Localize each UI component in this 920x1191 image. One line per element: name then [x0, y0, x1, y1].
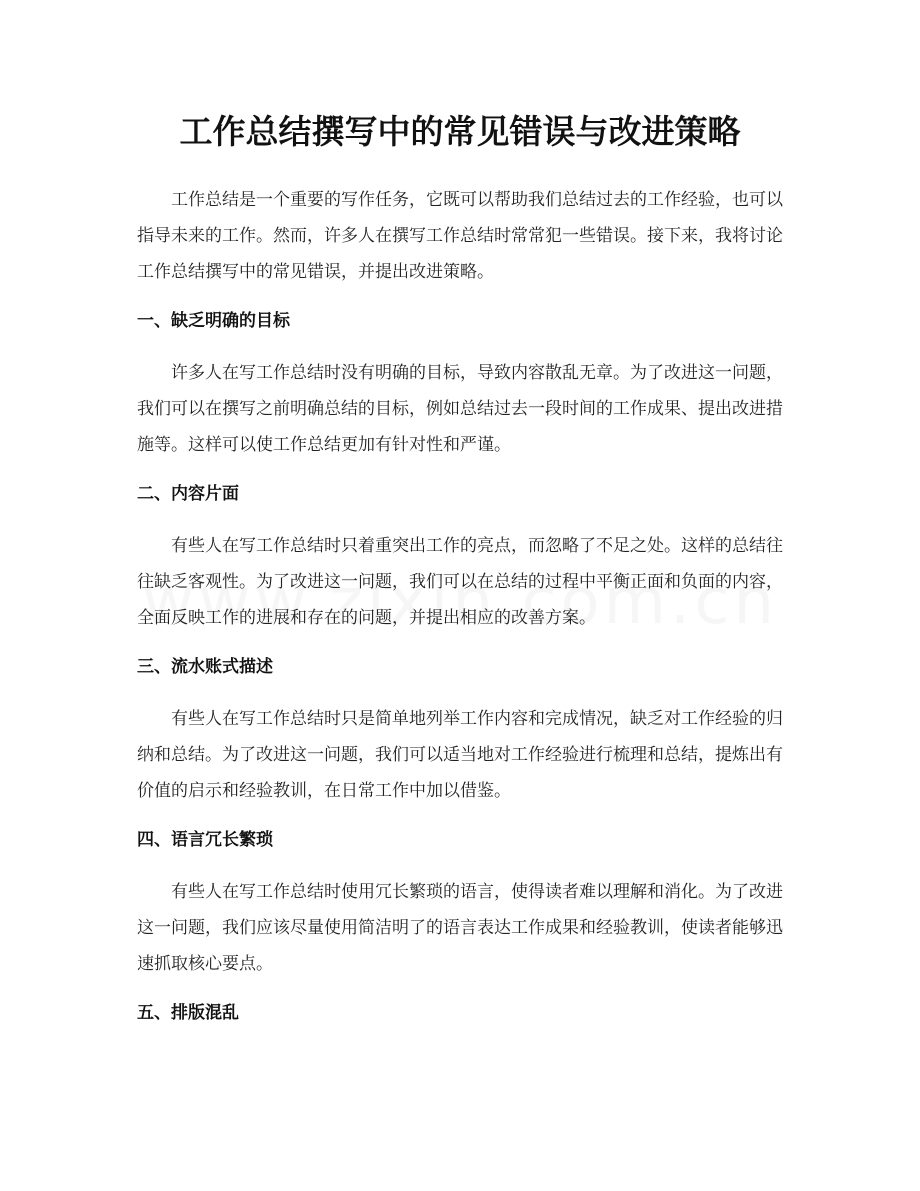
section-5-heading: 五、排版混乱	[137, 1003, 239, 1023]
section-4-paragraph: 有些人在写工作总结时使用冗长繁琐的语言，使得读者难以理解和消化。为了改进这一问题，我们应该尽量使用简洁明了的语言表达工作成果和经验教训，使读者能够迅速抓取核心要点。	[137, 882, 783, 974]
section-2-heading: 二、内容片面	[137, 484, 239, 504]
section-1-heading: 一、缺乏明确的目标	[137, 311, 290, 331]
section-3-paragraph: 有些人在写工作总结时只是简单地列举工作内容和完成情况，缺乏对工作经验的归纳和总结。为了改进这一问题，我们可以适当地对工作经验进行梳理和总结，提炼出有价值的启示和经验教训，在日常工作中加以借鉴。	[137, 709, 783, 801]
section-4-heading: 四、语言冗长繁琐	[137, 830, 273, 850]
intro-paragraph: 工作总结是一个重要的写作任务，它既可以帮助我们总结过去的工作经验，也可以指导未来的工作。然而，许多人在撰写工作总结时常常犯一些错误。接下来，我将讨论工作总结撰写中的常见错误，并提出改进策略。	[137, 190, 783, 282]
section-3-heading: 三、流水账式描述	[137, 657, 273, 677]
section-2-paragraph: 有些人在写工作总结时只着重突出工作的亮点，而忽略了不足之处。这样的总结往往缺乏客观性。为了改进这一问题，我们可以在总结的过程中平衡正面和负面的内容，全面反映工作的进展和存在的问题，并提出相应的改善方案。	[137, 536, 783, 628]
page-title: 工作总结撰写中的常见错误与改进策略	[179, 112, 741, 151]
section-1-paragraph: 许多人在写工作总结时没有明确的目标，导致内容散乱无章。为了改进这一问题，我们可以在撰写之前明确总结的目标，例如总结过去一段时间的工作成果、提出改进措施等。这样可以使工作总结更加有针对性和严谨。	[137, 363, 783, 455]
